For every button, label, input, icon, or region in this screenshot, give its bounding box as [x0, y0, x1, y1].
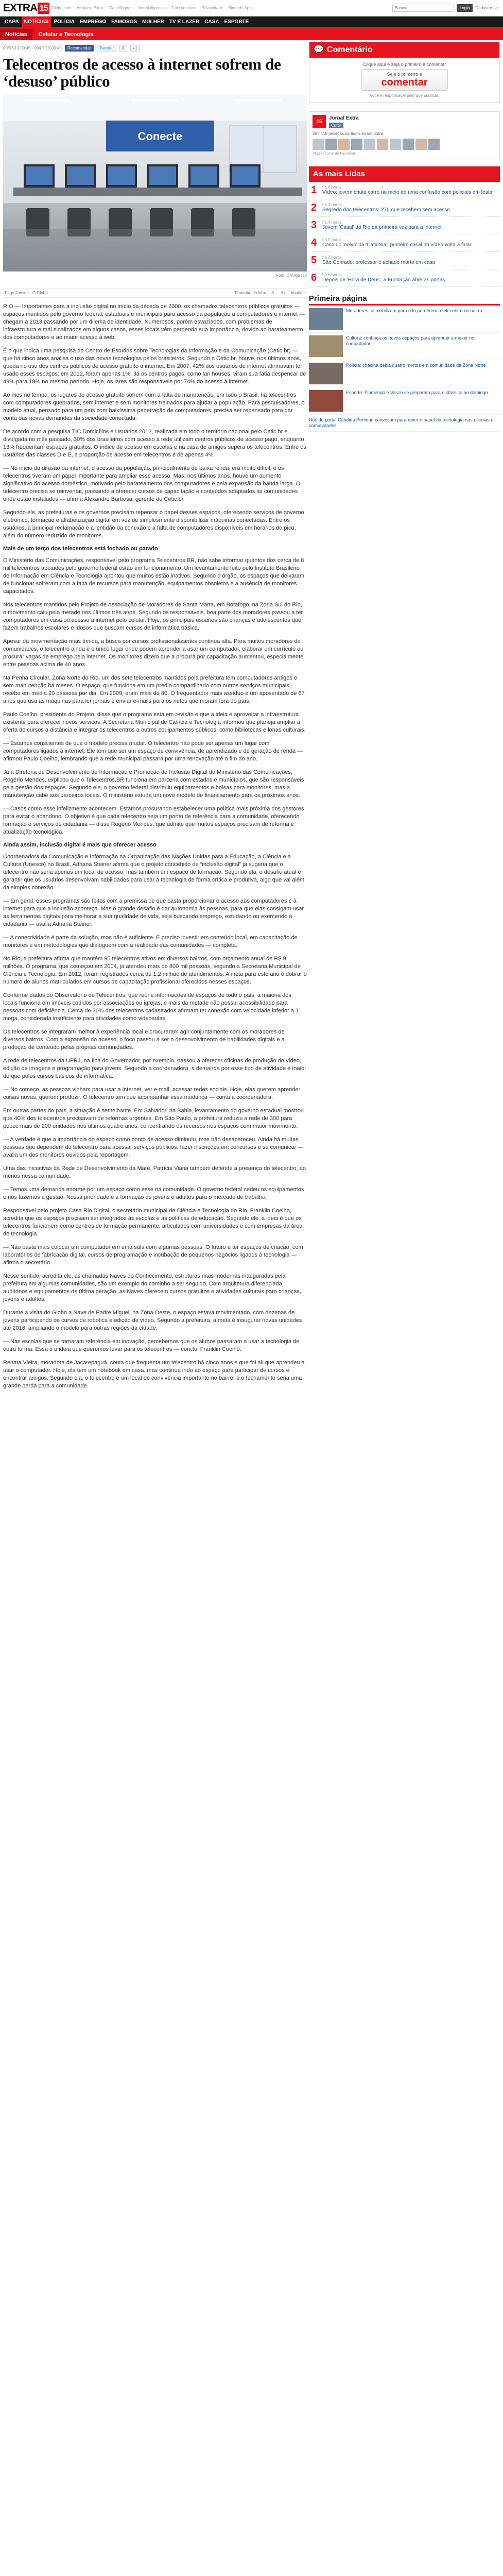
article-paragraph: Durante a visita do Globo a Nave de Padre Miguel, na Zona Oeste, o espaço estava movimentado, com dezenas de jovens participando de cursos de robótica e edição de vídeo. Segundo a prefeitura, a meta é inaugurar novas unidades até 2016, ampliando o modelo para outras regiões da cidade.	[3, 1310, 302, 1331]
comment-box	[309, 42, 500, 103]
most-read-number: 6	[311, 272, 317, 283]
fb-avatar[interactable]	[338, 139, 350, 150]
article-paragraph: Nesse sentido, acredita ele, as chamadas Naves do Conhecimento, estruturas mais modernas inauguradas pela prefeitura em algumas comunidades, são um exemplo do caminho a ser seguido. Com arquitetura diferenciada, auditórios e equipamentos de última geração, as Naves oferecem cursos gratuitos e atividades culturais para crianças, jovens e adultos.	[3, 1273, 302, 1302]
nav-item[interactable]: MULHER	[142, 19, 164, 25]
top-right	[392, 4, 498, 12]
front-page-thumbnail[interactable]	[309, 363, 343, 384]
article-paragraph: Paulo Coelho, presidente do Projeto, disse que o programa está em revisão e que a ideia é aproveitar a infraestrutura existente para oferecer novos serviços. A Secretaria Municipal de Ciência e Tecnologia informou que planeja ampliar a oferta de cursos a distância e integrar os telecentros a outros equipamentos públicos, como bibliotecas e lonas culturais.	[3, 711, 306, 733]
nav-item[interactable]: TV E LAZER	[169, 19, 200, 25]
article-paragraph: — No início da difusão da internet, o acesso da população, principalmente de baixa renda, era muito difícil, e os telecentros tiveram um papel importante para ampliar esse acesso. Mas, nos últimos anos, houve um aumento significativo do acesso doméstico, motivado pelo barateamento dos computadores e pela expansão da banda larga. O telecentro precisa se reinventar, passando a oferecer cursos de capacitação e conteúdos adaptados às comunidades onde estão instalados — afirma Alexandre Barbosa, gerente do Cetic.br.	[3, 465, 301, 502]
fb-count: 257.418 pessoas curtiram Jornal Extra.	[313, 131, 385, 136]
most-read-text	[322, 238, 471, 248]
meta-line	[3, 45, 307, 52]
logo-text: EXTRA	[3, 2, 38, 14]
top-links	[51, 6, 254, 10]
article-paragraph: — Em geral, esses programas são feitos com a premissa de que basta proporcionar o acesso aos computadores e à internet para que a inclusão aconteça. Mas o grande desafio é dar autonomia às pessoas, para que elas consigam usar as ferramentas digitais para melhorar a sua qualidade de vida, seja buscando emprego, estudando ou exercendo a cidadania — avalia Adriana Steiner.	[3, 898, 304, 927]
comment-inner	[309, 58, 499, 103]
article-subhead: Ainda assim, inclusão digital é mais que oferecer acesso	[3, 842, 157, 848]
comment-button-big: comentar	[381, 77, 428, 88]
article-paragraph: Ao mesmo tempo, os lugares de acesso gratuito sofrem com a falta de manutenção: em todo o Brasil, há telecentros com computadores quebrados, sem internet e sem monitores treinados para ajudar a população. Para pesquisadores, o modelo atual, pensado para um país com baixíssima penetração de computadores, precisa ser repensado para dar conta das novas demandas da sociedade conectada.	[3, 392, 305, 421]
most-read-text	[322, 220, 442, 231]
headline: Telecentros de acesso à internet sofrem de ‘desuso’ público	[3, 55, 281, 90]
front-page-title: Primeira página	[309, 294, 500, 306]
nav-item[interactable]: FAMOSOS	[111, 19, 137, 25]
article-paragraph: Em outras partes do país, a situação é semelhante. Em Salvador, na Bahia, levantamento do governo estadual mostrou que 40% dos telecentros precisavam de reformas urgentes. Em São Paulo, a prefeitura reduziu a rede de 300 para pouco mais de 200 unidades nos últimos quatro anos, concentrando os recursos nos espaços com maior movimento.	[3, 1108, 304, 1129]
most-read-item[interactable]	[309, 182, 500, 199]
nav-item[interactable]: CAPA	[5, 19, 19, 25]
article-tool[interactable]: Imprimir	[291, 291, 306, 295]
sidebar	[309, 42, 500, 432]
facebook-box	[309, 111, 500, 159]
article-paragraph: — Nas escolas que se tornaram referência em inovação, percebemos que os alunos passaram a usar a tecnologia de outra forma. Essa é a ideia que queremos levar para os telecentros — conclui Franklin Coelho.	[3, 1338, 300, 1352]
most-read-text	[322, 185, 492, 196]
most-read-number: 3	[311, 219, 317, 231]
photo-sign: Conecte	[137, 130, 183, 143]
nav-item[interactable]: NOTÍCIAS	[22, 16, 51, 28]
most-read-title: As mais Lidas	[313, 170, 365, 178]
fb-plugin: Plug-in social do Facebook	[313, 152, 356, 156]
most-read-number: 4	[311, 237, 317, 248]
nav-item[interactable]: ESPORTE	[224, 19, 249, 25]
most-read-number: 2	[311, 202, 317, 213]
article-paragraph: Apesar da movimentação mais tímida, a busca por cursos profissionalizantes continua alta. Para muitos moradores de comunidades, o telecentro ainda é o único lugar onde podem aprender a usar um computador, elaborar um currículo ou procurar vagas de emprego pela internet. Os monitores dizem que a procura por capacitação aumentou, especialmente entre pessoas acima de 40 anos.	[3, 638, 304, 668]
front-page-text-item[interactable]: Nós do portal Cândida Portinari convocam para rever o papel da tecnologia nas escolas e comunidades	[309, 415, 500, 432]
fb-avatar[interactable]	[364, 139, 375, 150]
most-read-time: há 3 horas	[322, 202, 342, 207]
most-read-title-link[interactable]: Jovem 'Casal' do Rio dá primeira vez para a internet	[322, 225, 442, 230]
top-link[interactable]: Jornal impresso	[137, 6, 167, 10]
most-read-item[interactable]	[309, 199, 500, 217]
fb-page-name[interactable]: Jornal Extra	[329, 115, 359, 121]
fb-avatar[interactable]	[377, 139, 388, 150]
comment-cta: Clique aqui e seja o primeiro a comentar	[362, 62, 446, 67]
article-tool[interactable]: Tamanho da letra	[234, 291, 267, 295]
front-page-item[interactable]	[309, 360, 500, 387]
article-date: 09/07/13 09:45 - 09/07/13 09:49	[3, 46, 62, 50]
tools-right	[234, 291, 306, 295]
most-read-text	[322, 255, 435, 266]
most-read-time: há 6 horas	[322, 185, 342, 190]
fb-avatar[interactable]	[390, 139, 401, 150]
fb-avatar[interactable]	[428, 139, 440, 150]
most-read-number: 5	[311, 255, 317, 266]
most-read	[309, 166, 500, 287]
article-paragraph: Segundo ele, as prefeituras e os governos precisam repensar o papel desses espaços, oferecendo serviços de governo eletrônico, formação e alfabetização digital em vez de simplesmente disponibilizar máquinas conectadas. Entre os usuários, a principal reclamação é a lentidão da conexão e a falta de computadores disponíveis em horários de pico, além do número reduzido de monitores.	[3, 510, 304, 539]
register-link[interactable]: Cadastre-se	[475, 5, 498, 10]
nav-item[interactable]: CASA	[204, 19, 219, 25]
front-page-item[interactable]	[309, 333, 500, 360]
top-link[interactable]: Globo.com	[51, 6, 72, 10]
most-read-list	[309, 182, 500, 287]
most-read-text	[322, 273, 445, 283]
most-read-item[interactable]	[309, 217, 500, 234]
comment-title: Comentário	[326, 45, 373, 54]
top-link[interactable]: Fale conosco	[171, 6, 197, 10]
article-tool[interactable]: A+	[281, 291, 286, 295]
top-bar	[0, 0, 503, 16]
most-read-item[interactable]	[309, 269, 500, 287]
most-read-header	[309, 166, 500, 182]
front-page-item[interactable]	[309, 306, 500, 333]
front-page-headline[interactable]: Moradores se mobilizam para não perderem o telecentro do bairro	[346, 308, 482, 313]
article-paragraph: — Estamos conscientes de que o modelo precisa mudar. O telecentro não pode ser apenas um lugar com computadores ligados à internet. Ele tem que ser um espaço de convivência, de aprendizado e de geração de renda — afirmou Paulo Coelho, lembrando que a rede municipal passará por uma renovação até o fim do ano.	[3, 740, 303, 762]
top-link[interactable]: Assine o Extra	[76, 6, 103, 10]
most-read-title-link[interactable]: Segredo dos telecentros: 270 que recebem sem acesso	[322, 207, 450, 213]
main-nav	[0, 16, 503, 29]
comment-bubble-icon: 💬	[314, 45, 324, 54]
photo-credit: Foto: Divulgação	[275, 273, 307, 278]
fb-avatar[interactable]	[403, 139, 414, 150]
fb-avatar[interactable]	[313, 139, 324, 150]
subsection-label[interactable]: Celular e Tecnologia	[38, 31, 94, 38]
most-read-time: há 5 horas	[322, 238, 342, 242]
front-page	[309, 294, 500, 432]
article-paragraph: Os telecentros se integraram melhor à experiência local e procuraram agir conjuntamente com os moradores de diversos bairros. Com a expansão do acesso, o foco passou a ser o desenvolvimento de habilidades digitais e a produção de conteúdo pelas próprias comunidades.	[3, 1029, 285, 1050]
article-paragraph: — No começo, as pessoas vinham para usar a internet, ver e-mail, acessar redes sociais. Hoje, elas querem aprender coisas novas, querem produzir. O telecentro tem que acompanhar essa mudança — conta a coordenadora.	[3, 1087, 301, 1100]
article-paragraph: — Temos uma demanda enorme por um espaço como esse na comunidade. O governo federal cedeu os equipamentos e nós fazemos a gestão. Nossa prioridade é a formação de jovens e adultos para o mercado de trabalho.	[3, 1187, 304, 1200]
article-paragraph: — A verdade é que a importância do espaço como ponto de acesso diminuiu, mas não desapareceu. Ainda há muitas pessoas que dependem do telecentro para acessar serviços públicos, fazer inscrições em concursos e se comunicar — avalia um dos monitores ouvidos pela reportagem.	[3, 1137, 304, 1158]
article-paragraph: Já a Diretoria de Desenvolvimento de Informação e Promoção de Inclusão Digital do Ministério das Comunicações, Rogério Mendes, explicou que o Telecentros.BR funciona em parceria com estados e municípios, que são responsáveis pela gestão dos espaços. Segundo ele, o governo federal distribuiu equipamentos e bolsas para monitores, mas a manutenção cabe aos parceiros locais. O ministério estuda um novo modelo de financiamento para os próximos anos.	[3, 769, 304, 799]
most-read-number: 1	[311, 184, 317, 196]
front-page-thumbnail[interactable]	[309, 308, 343, 330]
front-page-list	[309, 306, 500, 415]
top-link[interactable]: Privacidade	[201, 6, 223, 10]
sub-nav	[0, 29, 503, 40]
most-read-item[interactable]	[309, 252, 500, 269]
fb-row	[313, 115, 496, 128]
front-page-item[interactable]	[309, 387, 500, 415]
article-paragraph: Coordenadora da Comunicação e Informação na Organização das Nações Unidas para a Educação, a Ciência e a Cultura (Unesco) no Brasil, Adriana Steiner afirma que o projeto concebido de “inclusão digital” já sugeria que o telecentro não seria apenas um local de acesso, mas também um espaço de formação. Segundo ela, o desafio atual é garantir que os usuários desenvolvam habilidades para usar a tecnologia de forma crítica e produtiva, algo que vai além da simples conexão.	[3, 854, 305, 891]
article-paragraph: Nos telecentros mantidos pelo Projeto de Associação de Moradores de Santa Marta, em Botafogo, na Zona Sul do Rio, o movimento caiu pela metade nos últimos três anos. Segundo os responsáveis, boa parte dos moradores passou a ter computadores em casa ou acesso à internet pelo celular. Hoje, os principais usuários são crianças e adolescentes que fazem trabalhos escolares e idosos que buscam cursos de informática básica.	[3, 602, 303, 631]
site-logo[interactable]	[3, 2, 49, 14]
fb-like-button[interactable]: Curtir	[329, 123, 343, 128]
front-page-thumbnail[interactable]	[309, 335, 343, 357]
front-page-headline[interactable]: Esporte: Flamengo e Vasco se preparam para o clássico no domingo	[346, 390, 488, 395]
fb-avatar[interactable]	[325, 139, 337, 150]
fb-avatar[interactable]	[415, 139, 427, 150]
front-page-thumbnail[interactable]	[309, 390, 343, 412]
byline: Tiago Jansen - O Globo	[4, 291, 48, 295]
search-input[interactable]	[392, 4, 454, 12]
most-read-item[interactable]	[309, 234, 500, 252]
article	[3, 42, 307, 1396]
front-page-headline[interactable]: Cultura: conheça os novos espaços para aprender a mexer no computador	[346, 335, 475, 346]
article-paragraph: Uma das iniciativas da Rede de Desenvolvimento da Maré, Patrícia Viana também defende a presença do telecentro, ao menos nessa comunidade:	[3, 1165, 306, 1179]
fb-avatar[interactable]	[351, 139, 362, 150]
gplus-button[interactable]: +1	[130, 45, 140, 52]
facebook-share-button[interactable]: Recomendar	[65, 45, 94, 52]
most-read-time: há 4 horas	[322, 220, 342, 225]
article-paragraph: RIO — Importantes para a inclusão digital no início da década de 2000, os chamados telecentros públicos gratuitos — espaços mantidos pelo governo federal, estaduais e municipais para acesso da população a computadores e internet — chegam a 2013 passando por um dilema de identidade. Numerosos, porém esvaziados, com problemas de infraestrutura e mal sinalizados em alguns casos, esses locais vêm perdendo sua importância, devido ao barateamento dos computadores e ao maior acesso à web.	[3, 303, 305, 341]
front-page-headline[interactable]: Polícia: chacina deixa quatro mortos em comunidade da Zona Norte	[346, 363, 486, 368]
most-read-title-link[interactable]: Caso do 'noivo' da 'Catiroba': primeiro casal do vídeo volta a falar	[322, 242, 472, 248]
top-link[interactable]: Classificados	[108, 6, 133, 10]
most-read-title-link[interactable]: São Conrado: professor é achado morto em casa	[322, 260, 436, 265]
article-tools	[3, 288, 307, 298]
photo-illustration	[3, 95, 307, 272]
article-paragraph: É o que indica uma pesquisa do Centro de Estudos sobre Tecnologias da Informação e da Comunicação (Cetic.br) — que há cinco anos analisa o uso das novas tecnologias pelos brasileiros. Segundo o Cetic.br, houve, nos últimos anos, queda no uso dos centros públicos de acesso gratuito à internet. Em 2007, 42% dos usuários de internet afirmavam ter usado esses espaços; em 2012, foram apenas 1%. Já os centros pagos, como lan houses, viram sua fatia despencar de 49% para 19% no mesmo período. Hoje, os lares são responsáveis por 74% do acesso à internet.	[3, 348, 306, 385]
article-paragraph: O Ministério das Comunicações, responsável pelo programa Telecentros.BR, não sabe informar quantos dos cerca de 8 mil telecentros apoiados pelo governo federal estão em funcionamento. Um levantamento feito pelo Instituto Brasileiro de Informação em Ciência e Tecnologia apontou que muitos estão inativos. Segundo o órgão, os espaços que deixaram de funcionar sofreram com a falta de recursos para manutenção, equipamentos obsoletos e a ausência de monitores capacitados.	[3, 557, 305, 595]
article-photo	[3, 95, 307, 272]
most-read-time: há 2 horas	[322, 255, 342, 260]
fb-faces	[313, 139, 496, 150]
share-count: 0	[119, 45, 127, 52]
login-button[interactable]: Login	[457, 4, 473, 12]
article-paragraph: No Rio, a prefeitura afirma que mantém 95 telecentros ativos em diversos bairros, com orçamento anual de R$ 9 milhões. O programa, que começou em 2004, já atendeu mais de 800 mil pessoas, segundo a Secretaria Municipal de Ciência e Tecnologia. Em 2012, foram registrados cerca de 1,2 milhão de atendimentos. A meta para este ano é dobrar o número de alunos matriculados em cursos de capacitação profissional oferecidos nesses espaços.	[3, 956, 307, 985]
logo-box: 15	[38, 3, 49, 14]
article-tool[interactable]: A-	[271, 291, 276, 295]
nav-item[interactable]: EMPREGO	[79, 19, 107, 25]
article-paragraph: Responsável pelo projeto Casa Rio Digital, o secretário municipal de Ciência e Tecnologia do Rio, Franklin Coelho, acredita que os espaços precisam ser integrados às escolas e às políticas de educação. Segundo ele, a ideia é que os telecentros funcionem como centros de formação permanente, articulados com universidades e com empresas da área de tecnologia.	[3, 1208, 303, 1237]
most-read-time: há 6 horas	[322, 273, 342, 277]
article-paragraph: — Casos como esse infelizmente acontecem. Estamos procurando estabelecer uma política mais próxima dos gestores para evitar o abandono. O objetivo é que cada telecentro seja um ponto de referência para a comunidade, oferecendo formação e serviços de cidadania — disse Rogério Mendes, que admite que muitos espaços precisam de reforma e atualização tecnológica.	[3, 806, 304, 835]
section-label[interactable]: Notícias	[0, 29, 32, 40]
most-read-title-link[interactable]: Depois de 'Hora de Deus', a Fundação abre as portas	[322, 277, 445, 283]
comment-button[interactable]	[361, 69, 448, 91]
article-subhead: Mais de um terço dos telecentros está fechado ou parado	[3, 546, 158, 552]
article-body	[3, 303, 307, 1390]
article-paragraph: — Não basta mais colocar um computador em uma sala com algumas pessoas. O futuro é ter espaços de criação, com laboratórios de fabricação digital, cursos de programação e incubação de pequenos negócios ligados à tecnologia — afirma o secretário.	[3, 1244, 303, 1266]
most-read-text	[322, 202, 450, 213]
top-link[interactable]: Bloomb. Apps	[228, 6, 254, 10]
article-paragraph: Na Penha Circular, Zona Norte do Rio, um dos sete telecentros mantidos pela prefeitura tem computadores antigos e sem manutenção há meses. O espaço, que funciona em um prédio compartilhado com outros serviços municipais, recebe em média 20 pessoas por dia. Em 2009, eram mais de 80. O frequentador mais assíduo é um aposentado de 67 anos que usa as máquinas para ler jornais e enviar e-mails para os netos que moram fora do país.	[3, 675, 305, 704]
nav-item[interactable]: POLÍCIA	[54, 19, 75, 25]
comment-note: Você é responsável pelo que publicar.	[370, 93, 439, 98]
article-paragraph: Renata Vieira, moradora de Jacarepaguá, conta que frequenta um telecentro há cinco anos e que foi ali que aprendeu a usar o computador. Hoje, ela tem um notebook em casa, mas continua indo ao espaço para participar de cursos e encontrar amigos. Segundo ela, o telecentro é um local de convivência importante no bairro, e o fechamento seria uma grande perda para a comunidade.	[3, 1360, 305, 1389]
article-paragraph: De acordo com a pesquisa TIC Domicílios e Usuários 2012, realizada em todo o território nacional pelo Cetic.br e divulgada no mês passado, 30% dos brasileiros com acesso à rede utilizam centros públicos de acesso pago, enquanto 13% frequentam espaços gratuitos. O índice de acesso em escolas e na casa de amigos supera os telecentros. Entre os usuários das classes D e E, a proporção de acesso em telecentros é de apenas 4%.	[3, 429, 306, 458]
fb-page-logo[interactable]: 15	[313, 115, 326, 128]
article-paragraph: Conforme dados do Observatório de Telecentros, que reúne informações de espaços de todo o país, a maioria dos locais funciona em imóveis cedidos por associações ou igrejas, e mais da metade não possui acessibilidade para pessoas com deficiência. Cerca de 30% dos telecentros cadastrados afirmam ter conexão com velocidade inferior a 1 mega, considerada insuficiente para atividades como videoaulas.	[3, 992, 299, 1022]
most-read-title-link[interactable]: Vídeo: jovem chuta carro no meio de uma confusão com policiais em festa	[322, 190, 493, 195]
article-paragraph: — A conectividade é parte da solução, mas não é suficiente. É preciso investir em conteúdo local, em capacitação de monitores e em metodologias que dialoguem com a realidade das comunidades — completa.	[3, 935, 298, 948]
comment-header	[309, 42, 499, 58]
article-paragraph: A rede de telecentros da UFRJ, na Ilha do Governador, por exemplo, passou a oferecer oficinas de produção de vídeo, edição de imagens e programação para jovens. Segundo a coordenadora, a demanda por esse tipo de atividade é maior do que pelos cursos básicos de informática.	[3, 1058, 306, 1079]
comment-button-small: Seja o primeiro a	[387, 72, 422, 77]
twitter-share-button[interactable]: Tweetar	[97, 45, 116, 52]
